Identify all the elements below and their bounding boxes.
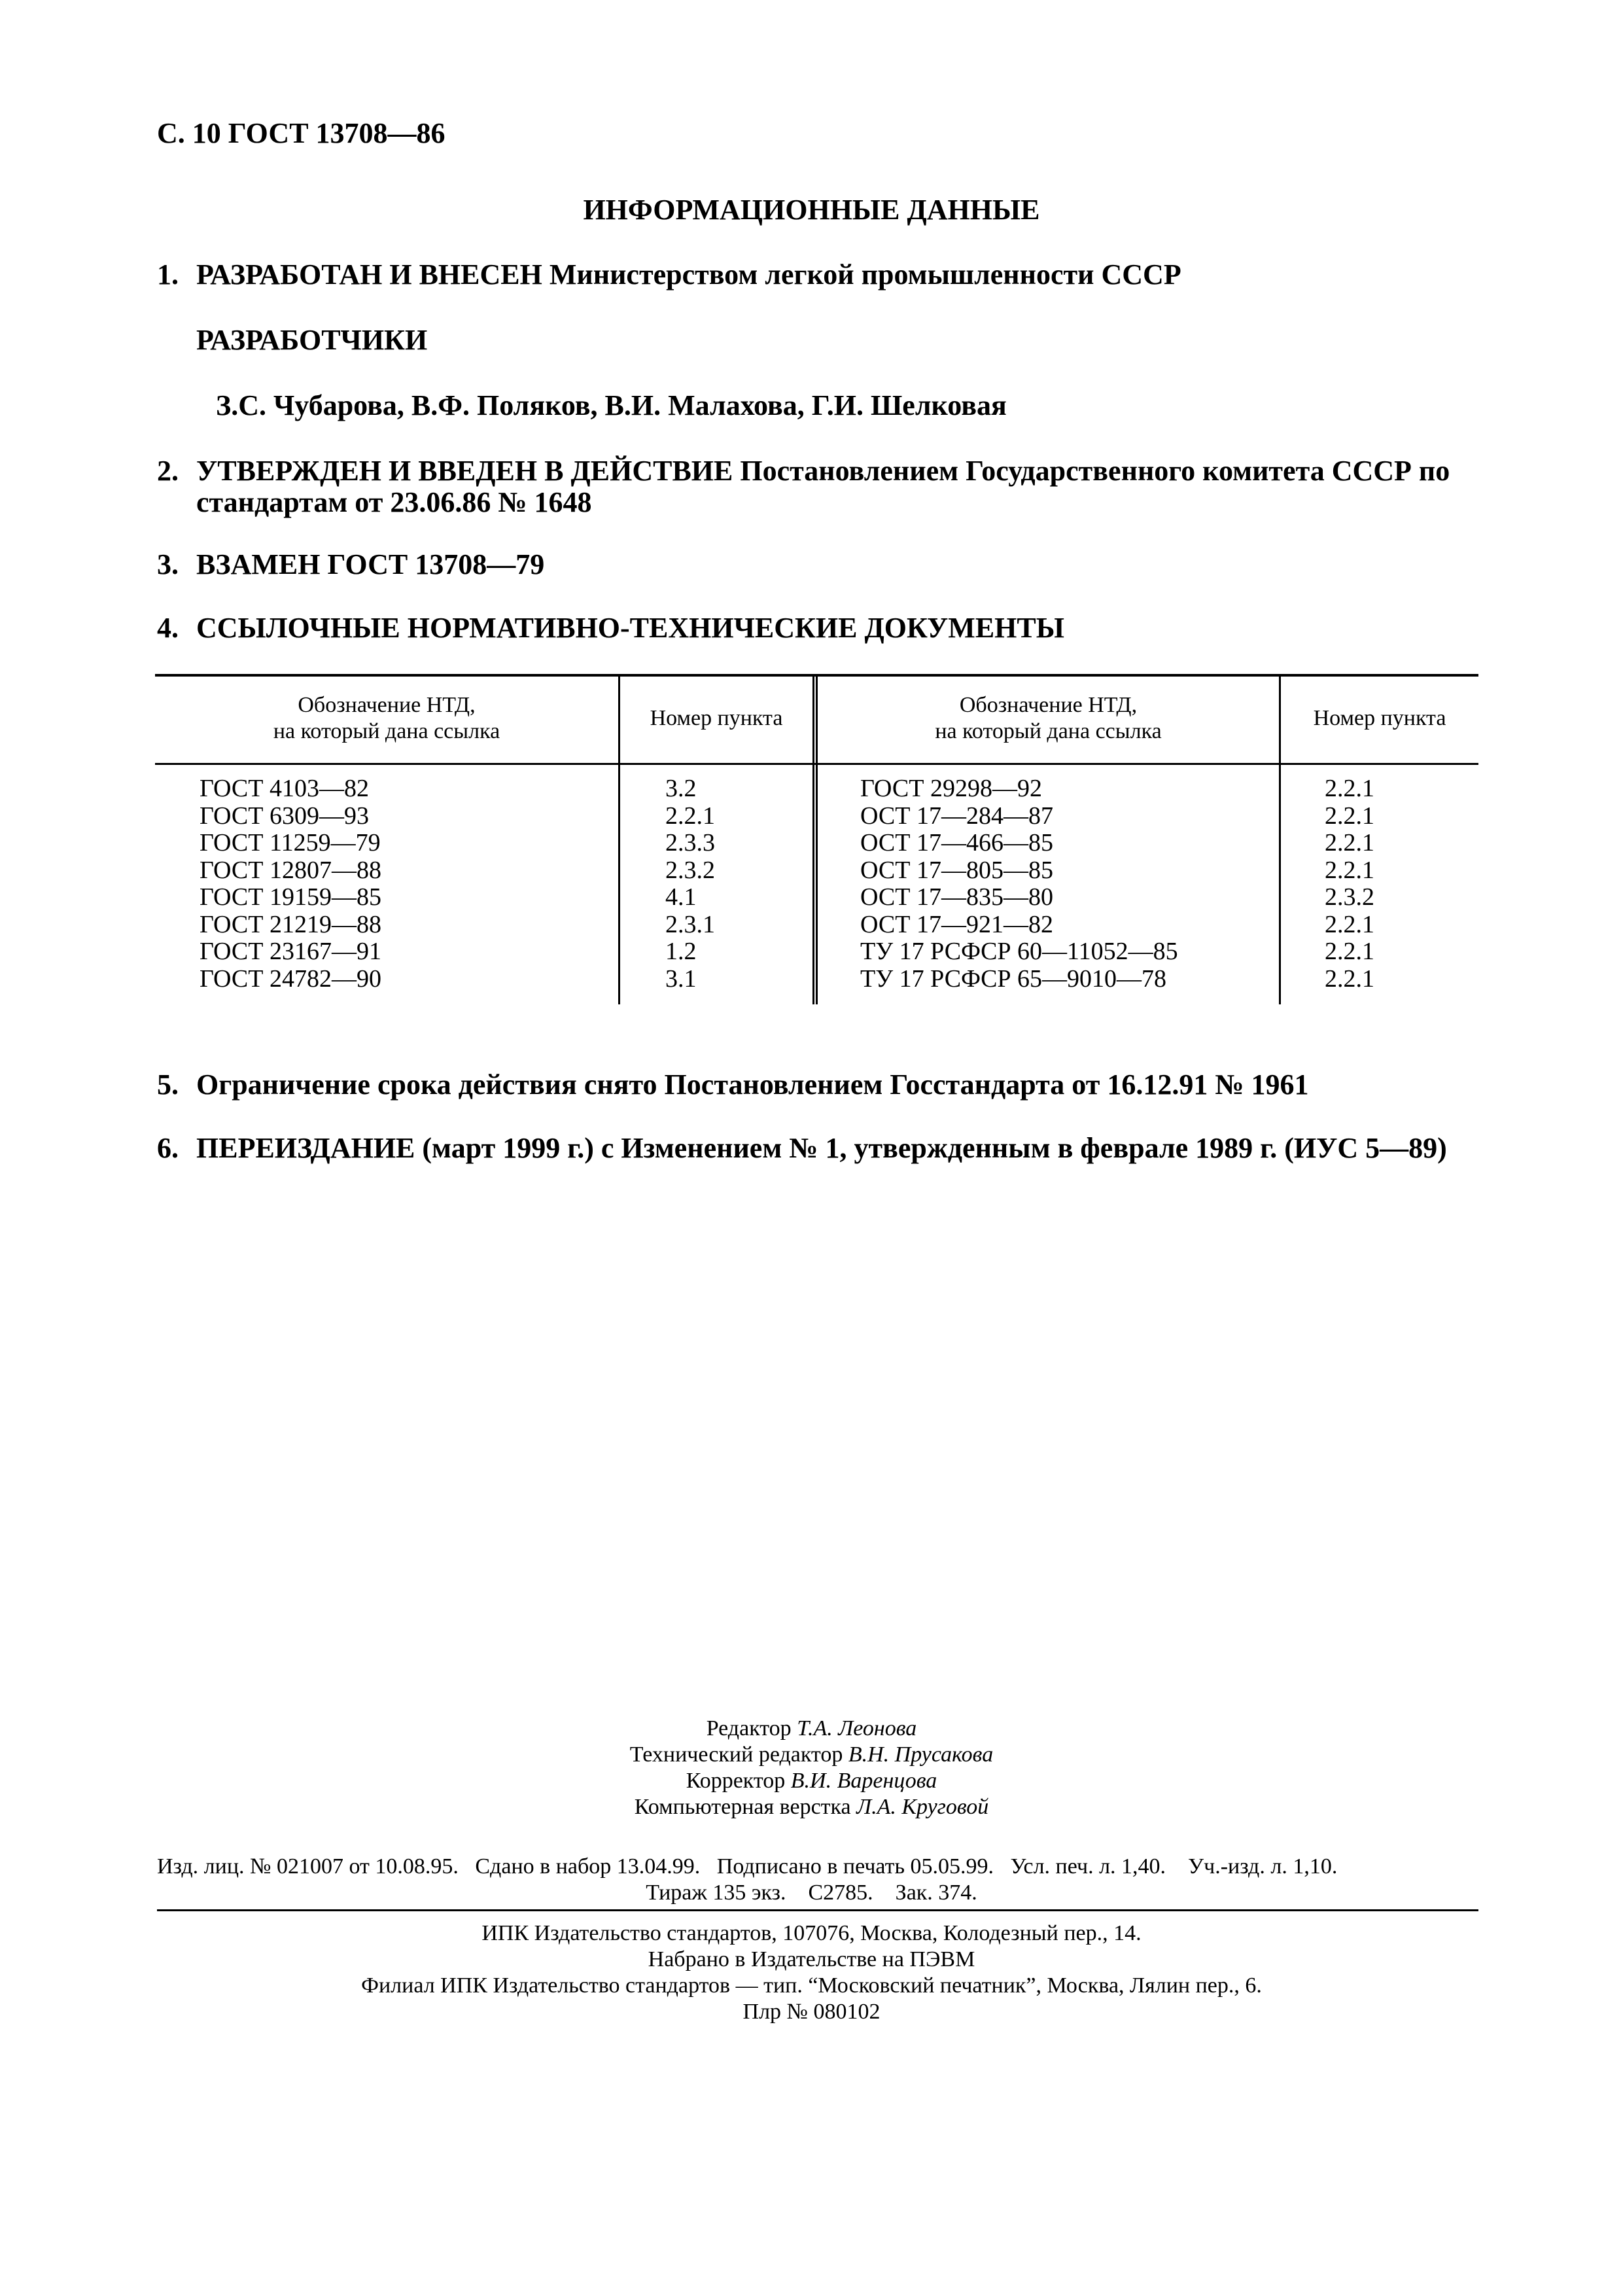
table-cell: ОСТ 17—835—80 [860,883,1053,911]
table-cell: ОСТ 17—805—85 [860,856,1053,884]
table-cell: 2.3.1 [665,910,715,938]
section-3 [157,548,544,581]
table-cell: 1.2 [665,938,697,965]
table-cell: ГОСТ 4103—82 [200,775,369,802]
developers-heading: РАЗРАБОТЧИКИ [196,324,428,356]
footer-line: Плр № 080102 [742,2000,881,2024]
document-title: ИНФОРМАЦИОННЫЕ ДАННЫЕ [583,194,1040,226]
section-3-text: ВЗАМЕН ГОСТ 13708—79 [196,548,545,580]
table-cell: 2.2.1 [1325,856,1374,884]
section-2-text-line2: стандартам от 23.06.86 № 1648 [196,486,592,518]
table-cell: ОСТ 17—284—87 [860,802,1053,830]
header-item-left-label: Номер пункта [650,706,783,730]
reference-documents-table [155,674,1478,1001]
table-cell: 2.2.1 [1325,910,1374,938]
table-cell: 2.2.1 [1325,964,1374,993]
section-2-bold: УТВЕРЖДЕН И ВВЕДЕН В ДЕЙСТВИЕ [196,455,733,487]
section-1 [157,258,1181,291]
credit-corrector-label: Корректор [686,1769,786,1793]
column-left-docs [200,775,381,993]
table-cell: ОСТ 17—466—85 [860,829,1053,857]
section-2-text-line1: Постановлением Государственного комитета СССР по [740,455,1450,487]
footer-line: Филиал ИПК Издательство стандартов — тип. “Московский печатник”, Москва, Лялин пер., 6. [361,1973,1262,1998]
table-cell: ТУ 17 РСФСР 60—11052—85 [860,938,1178,965]
credit-editor-label: Редактор [706,1716,792,1740]
table-cell: 2.3.3 [665,829,715,857]
imprint-line-1: Изд. лиц. № 021007 от 10.08.95. Сдано в набор 13.04.99. Подписано в печать 05.05.99. Усл. печ. л. 1,40. Уч.-изд. л. 1,10. [157,1854,1338,1879]
section-5-number: 5. [157,1069,179,1101]
table-cell: 2.2.1 [1325,829,1374,857]
section-3-number: 3. [157,548,179,580]
section-6-number: 6. [157,1132,179,1164]
table-cell: 3.1 [665,964,697,993]
header-doc-right-label: Обозначение НТД, на который дана ссылка [935,693,1162,743]
table-cell: ГОСТ 6309—93 [200,802,369,830]
section-5 [157,1069,1309,1101]
table-header-item-left [620,674,812,763]
table-cell: ГОСТ 12807—88 [200,856,381,884]
credit-corrector-name: В.И. Варенцова [790,1769,937,1793]
credit-editor [0,1716,1623,1742]
table-cell: 2.3.2 [665,856,715,884]
table-cell: ГОСТ 23167—91 [200,938,381,965]
developers-list: З.С. Чубарова, В.Ф. Поляков, В.И. Малахова, Г.И. Шелковая [216,389,1007,421]
table-cell: ТУ 17 РСФСР 65—9010—78 [860,964,1167,993]
credit-tech-editor-label: Технический редактор [629,1742,843,1767]
table-cell: 2.2.1 [665,802,715,830]
section-4-text: ССЫЛОЧНЫЕ НОРМАТИВНО-ТЕХНИЧЕСКИЕ ДОКУМЕНТЫ [196,612,1064,644]
section-1-bold: РАЗРАБОТАН И ВНЕСЕН [196,258,542,291]
table-cell: ОСТ 17—921—82 [860,910,1053,938]
header-doc-left-label: Обозначение НТД, на который дана ссылка [273,693,500,743]
table-cell: 2.2.1 [1325,938,1374,965]
section-5-text: Ограничение срока действия снято Постановлением Госстандарта от 16.12.91 № 1961 [196,1069,1309,1101]
column-right-docs [860,775,1178,993]
credit-editor-name: Т.А. Леонова [797,1716,917,1740]
page-header: С. 10 ГОСТ 13708—86 [157,117,445,149]
credits-block [0,1716,1623,1820]
section-6-text: ПЕРЕИЗДАНИЕ (март 1999 г.) с Изменением № 1, утвержденным в феврале 1989 г. (ИУС 5—89) [196,1132,1447,1164]
table-cell: ГОСТ 21219—88 [200,910,381,938]
footer-line: ИПК Издательство стандартов, 107076, Москва, Колодезный пер., 14. [481,1921,1142,1945]
section-4-number: 4. [157,612,179,644]
credit-tech-editor [0,1742,1623,1768]
table-cell: 4.1 [665,883,697,911]
table-cell: ГОСТ 11259—79 [200,829,381,857]
table-double-divider [812,674,818,1004]
header-item-right-label: Номер пункта [1313,706,1446,730]
section-2 [157,455,1450,487]
credit-layout-name: Л.А. Круговой [856,1795,989,1819]
publisher-footer [0,1920,1623,2025]
section-4 [157,612,1064,645]
section-1-number: 1. [157,258,179,291]
table-header-item-right [1281,674,1478,763]
footer-line: Набрано в Издательстве на ПЭВМ [648,1947,975,1971]
table-cell: ГОСТ 24782—90 [200,964,381,993]
section-6 [157,1132,1447,1165]
credit-corrector [0,1768,1623,1794]
footer-rule [157,1909,1478,1911]
section-2-number: 2. [157,455,179,487]
credit-layout [0,1794,1623,1820]
credit-layout-label: Компьютерная верстка [634,1795,851,1819]
table-cell: 2.3.2 [1325,883,1374,911]
column-left-items [665,775,715,993]
table-cell: ГОСТ 19159—85 [200,883,381,911]
imprint-line-2: Тираж 135 экз. С2785. Зак. 374. [646,1881,977,1905]
table-cell: 2.2.1 [1325,775,1374,802]
credit-tech-editor-name: В.Н. Прусакова [848,1742,994,1767]
column-right-items [1325,775,1374,993]
table-cell: 3.2 [665,775,697,802]
section-1-text: Министерством легкой промышленности СССР [549,258,1181,291]
table-header-doc-left [155,674,618,763]
table-cell: 2.2.1 [1325,802,1374,830]
table-cell: ГОСТ 29298—92 [860,775,1042,802]
table-header-doc-right [818,674,1279,763]
